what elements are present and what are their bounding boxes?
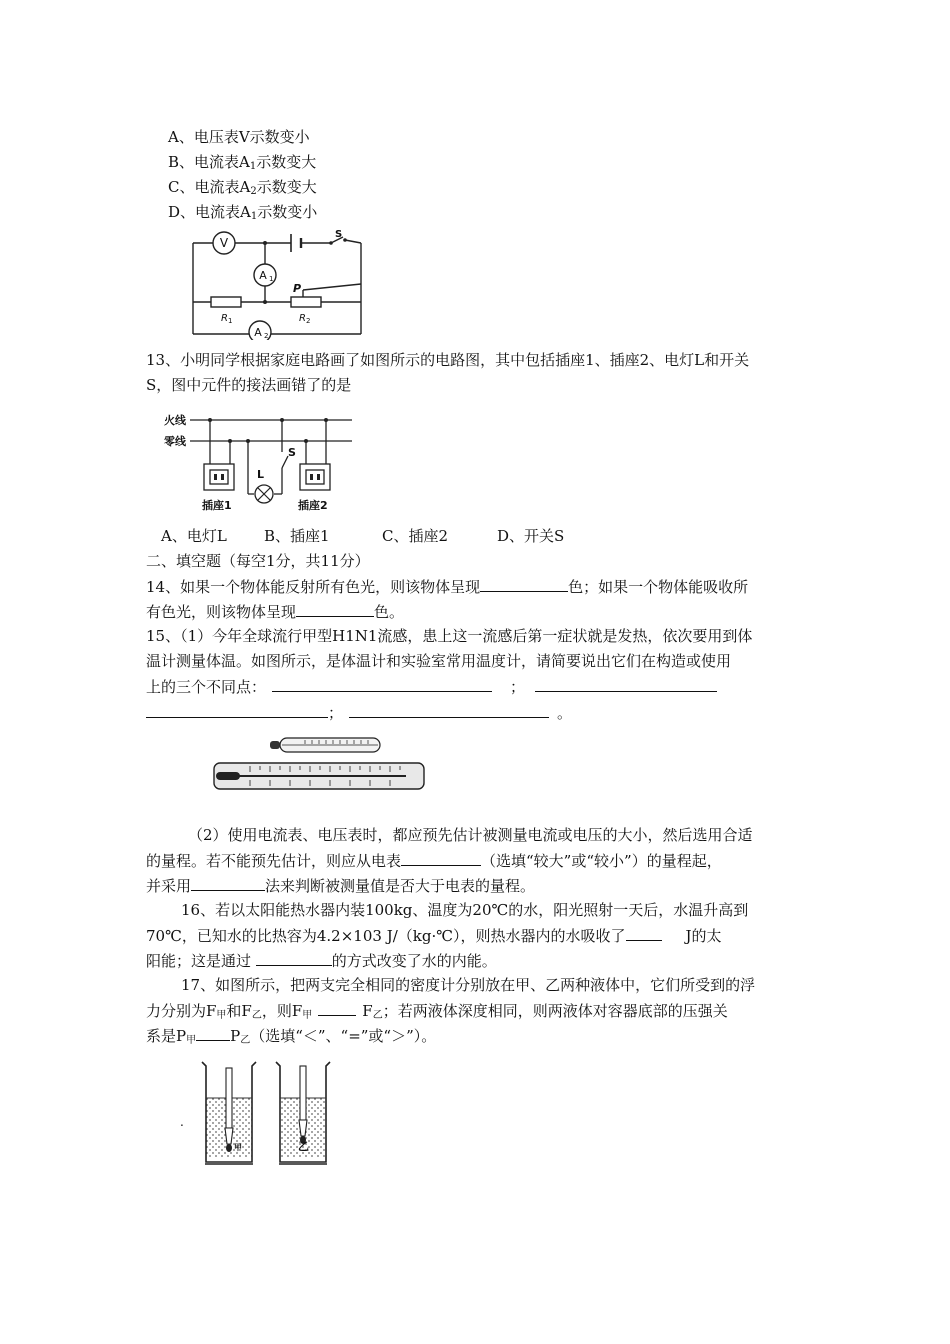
voltmeter-label: V bbox=[219, 236, 229, 250]
q13-option-b: B、插座1 bbox=[264, 527, 330, 545]
ammeter2-label: A bbox=[254, 326, 262, 339]
q16-blank-1[interactable] bbox=[626, 925, 662, 941]
q17-line-2: 力分别为$F_甲$和$F_乙$，则$F_甲$ $F_乙$；若两液体深度相同，则两液体对容器底部的压强关 bbox=[146, 1002, 728, 1021]
circuit-diagram-2 bbox=[160, 410, 360, 520]
section-2-title: 二、填空题（每空1分，共11分） bbox=[146, 552, 370, 570]
beaker-yi-icon bbox=[276, 1062, 330, 1164]
q14-line-1: 14、如果一个物体能反射所有色光，则该物体呈现 色；如果一个物体能吸收所 bbox=[146, 578, 749, 596]
neutral-wire-label: 零线 bbox=[164, 435, 186, 448]
q13-option-c: C、插座2 bbox=[382, 527, 449, 545]
thermometers-figure bbox=[210, 735, 430, 797]
q17-blank-2[interactable] bbox=[196, 1025, 230, 1041]
q15-part2-blank-2[interactable] bbox=[191, 875, 265, 891]
beaker-jia-icon bbox=[202, 1062, 256, 1164]
q16-line-2: 70℃，已知水的比热容为4.2×103 J/（kg·℃），则热水器内的水吸收了 J的太 bbox=[146, 927, 722, 945]
q17-line-1: 17、如图所示，把两支完全相同的密度计分别放在甲、乙两种液体中，它们所受到的浮 bbox=[181, 976, 756, 994]
q15-blank-1[interactable] bbox=[272, 676, 492, 692]
q15-line-3: 上的三个不同点： ； bbox=[146, 676, 717, 697]
r1-label: R bbox=[221, 313, 228, 324]
label-yi: 乙 bbox=[298, 1140, 309, 1153]
q15-part2-line-2: 的量程。若不能预先估计，则应从电表 （选填“较大”或“较小”）的量程起， bbox=[146, 852, 722, 870]
q15-line-1: 15、（1）今年全球流行甲型H1N1流感，患上这一流感后第一症状就是发热，依次要用到体 bbox=[146, 627, 753, 645]
q14-blank-1[interactable] bbox=[480, 576, 568, 592]
socket2-label: 插座2 bbox=[298, 499, 328, 512]
q13-line-1: 13、小明同学根据家庭电路画了如图所示的电路图，其中包括插座1、插座2、电灯L和开关 bbox=[146, 351, 750, 369]
q13-option-a: A、电灯L bbox=[161, 527, 227, 545]
q15-blank-3[interactable] bbox=[146, 702, 328, 718]
ammeter1-sub: 1 bbox=[269, 275, 274, 283]
q16-blank-2[interactable] bbox=[256, 950, 332, 966]
r1-sub: 1 bbox=[228, 317, 233, 325]
q15-blank-2[interactable] bbox=[535, 676, 717, 692]
q16-line-1: 16、若以太阳能热水器内装100kg、温度为20℃的水，阳光照射一天后，水温升高到 bbox=[181, 901, 749, 919]
live-wire-label: 火线 bbox=[164, 414, 186, 427]
ammeter1-label: A bbox=[259, 269, 267, 282]
q15-blank-4[interactable] bbox=[349, 702, 549, 718]
q17-line-3: 系是$P_甲$ $P_乙$（选填“＜”、“=”或“＞”）。 bbox=[146, 1027, 437, 1046]
q15-part2-line-3: 并采用 法来判断被测量值是否大于电表的量程。 bbox=[146, 877, 536, 895]
lamp-label: L bbox=[257, 468, 265, 481]
socket1-label: 插座1 bbox=[202, 499, 232, 512]
switch-label: S bbox=[335, 229, 343, 240]
slider-label: P bbox=[293, 282, 302, 295]
ammeter2-sub: 2 bbox=[264, 332, 269, 340]
q16-line-3: 阳能；这是通过 的方式改变了水的内能。 bbox=[146, 952, 497, 970]
switch2-label: S bbox=[288, 446, 296, 459]
q15-part2-line-1: （2）使用电流表、电压表时，都应预先估计被测量电流或电压的大小，然后选用合适 bbox=[188, 826, 753, 844]
label-jia: 甲 bbox=[234, 1143, 242, 1152]
r2-sub: 2 bbox=[306, 317, 311, 325]
lamp-icon bbox=[255, 485, 273, 503]
q13-option-d: D、开关S bbox=[497, 527, 565, 545]
clinical-thermometer-icon bbox=[270, 738, 380, 752]
q15-line-4: ； 。 bbox=[146, 702, 572, 723]
hydrometer-figure bbox=[178, 1058, 338, 1170]
stray-dot: . bbox=[180, 1115, 184, 1129]
r2-label: R bbox=[299, 313, 306, 324]
circuit-diagram-1 bbox=[185, 228, 375, 340]
q15-part2-blank-1[interactable] bbox=[401, 850, 481, 866]
q14-blank-2[interactable] bbox=[296, 601, 374, 617]
q13-line-2: S，图中元件的接法画错了的是 bbox=[146, 376, 352, 394]
q12-option-d: D、电流表$A_1$示数变小 bbox=[168, 203, 318, 222]
q12-option-b: B、电流表$A_1$示数变大 bbox=[168, 153, 317, 172]
q17-blank-1[interactable] bbox=[318, 1000, 356, 1016]
q14-line-2: 有色光，则该物体呈现 色。 bbox=[146, 603, 405, 621]
q15-line-2: 温计测量体温。如图所示，是体温计和实验室常用温度计，请简要说出它们在构造或使用 bbox=[146, 652, 732, 670]
lab-thermometer-icon bbox=[214, 763, 424, 789]
q12-option-c: C、电流表$A_2$示数变大 bbox=[168, 178, 317, 197]
q12-option-a: A、电压表V示数变小 bbox=[168, 128, 310, 146]
